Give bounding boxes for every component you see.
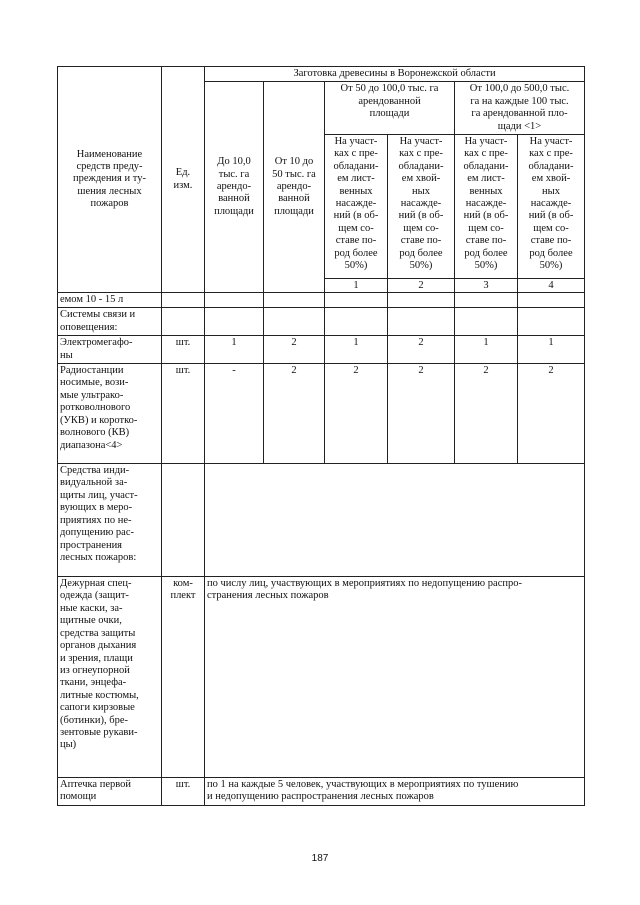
row-note: по числу лиц, участвующих в мероприятиях по недопущению распро- странения лесных пожаров: [205, 577, 585, 778]
empty-cell: [325, 308, 388, 336]
header-sub-100-500: От 100,0 до 500,0 тыс. га на каждые 100 тыс. га арендованной пло- щади <1>: [455, 82, 585, 135]
row-value: 1: [325, 336, 388, 364]
row-name: Дежурная спец- одежда (защит- ные каски, за- щитные очки, средства защиты органов дыхания и зрения, плащи из огнеупорной ткани, энцефа- литные костюмы, сапоги кирзовые (ботинки), бре- зентовые рукави- цы): [58, 577, 162, 778]
row-value: 2: [325, 364, 388, 464]
row-value: 1: [455, 336, 518, 364]
row-name: емом 10 - 15 л: [58, 293, 162, 308]
row-unit: шт.: [162, 778, 205, 806]
header-col-4: От 10 до 50 тыс. га арендо- ванной площади: [264, 82, 325, 293]
header-col-3: До 10,0 тыс. га арендо- ванной площади: [205, 82, 264, 293]
empty-cell: [205, 308, 264, 336]
row-name: Аптечка первой помощи: [58, 778, 162, 806]
empty-cell: [518, 308, 585, 336]
table-row: [58, 464, 585, 577]
row-name: Средства инди- видуальной за- щиты лиц, участ- вующих в меро- приятиях по не- допущению рас- пространения лесных пожаров:: [58, 464, 162, 577]
empty-cell: [455, 293, 518, 308]
empty-cell: [388, 308, 455, 336]
row-value: 2: [264, 364, 325, 464]
column-number: 3: [455, 279, 518, 293]
column-number: 1: [325, 279, 388, 293]
table-row: [58, 293, 585, 308]
row-value: -: [205, 364, 264, 464]
empty-cell: [205, 293, 264, 308]
table-row: [58, 778, 585, 806]
empty-cell: [264, 293, 325, 308]
row-value: 1: [205, 336, 264, 364]
header-sub-50-100: От 50 до 100,0 тыс. га арендованной площади: [325, 82, 455, 135]
header-unit-column: Ед. изм.: [162, 67, 205, 293]
header-group-title: Заготовка древесины в Воронежской области: [205, 67, 585, 82]
row-value: 1: [518, 336, 585, 364]
table-row: [58, 577, 585, 778]
table-row: [58, 364, 585, 464]
row-value: 2: [388, 336, 455, 364]
row-value: 2: [264, 336, 325, 364]
empty-cell: [264, 308, 325, 336]
row-unit: шт.: [162, 364, 205, 464]
row-unit: шт.: [162, 336, 205, 364]
empty-cell: [325, 293, 388, 308]
empty-cell: [518, 293, 585, 308]
table-row: [58, 336, 585, 364]
row-value: 2: [518, 364, 585, 464]
row-unit: ком- плект: [162, 577, 205, 778]
row-name: Радиостанции носимые, вози- мые ультрако- ротковолнового (УКВ) и коротко- волнового (КВ) диапазона<4>: [58, 364, 162, 464]
header-col-7: На участ- ках с пре- обладани- ем лист- венных насажде- ний (в об- щем со- ставе по- род более 50%): [455, 135, 518, 279]
page-number: 187: [311, 853, 329, 864]
row-value: 2: [388, 364, 455, 464]
table-row: [58, 308, 585, 336]
header-col-8: На участ- ках с пре- обладани- ем хвой- ных насажде- ний (в об- щем со- ставе по- род более 50%): [518, 135, 585, 279]
empty-cell: [388, 293, 455, 308]
row-value: 2: [455, 364, 518, 464]
row-name: Системы связи и оповещения:: [58, 308, 162, 336]
header-name-column: Наименование средств преду- преждения и ту- шения лесных пожаров: [58, 67, 162, 293]
fire-equipment-table: [57, 66, 585, 806]
empty-cell: [205, 464, 585, 577]
row-note: по 1 на каждые 5 человек, участвующих в мероприятиях по тушению и недопущению распространения лесных пожаров: [205, 778, 585, 806]
header-col-6: На участ- ках с пре- обладани- ем хвой- ных насажде- ний (в об- щем со- ставе по- род более 50%): [388, 135, 455, 279]
row-name: Электромегафо- ны: [58, 336, 162, 364]
empty-cell: [162, 308, 205, 336]
empty-cell: [455, 308, 518, 336]
column-number: 4: [518, 279, 585, 293]
empty-cell: [162, 293, 205, 308]
column-number: 2: [388, 279, 455, 293]
empty-cell: [162, 464, 205, 577]
header-col-5: На участ- ках с пре- обладани- ем лист- венных насажде- ний (в об- щем со- ставе по- род более 50%): [325, 135, 388, 279]
